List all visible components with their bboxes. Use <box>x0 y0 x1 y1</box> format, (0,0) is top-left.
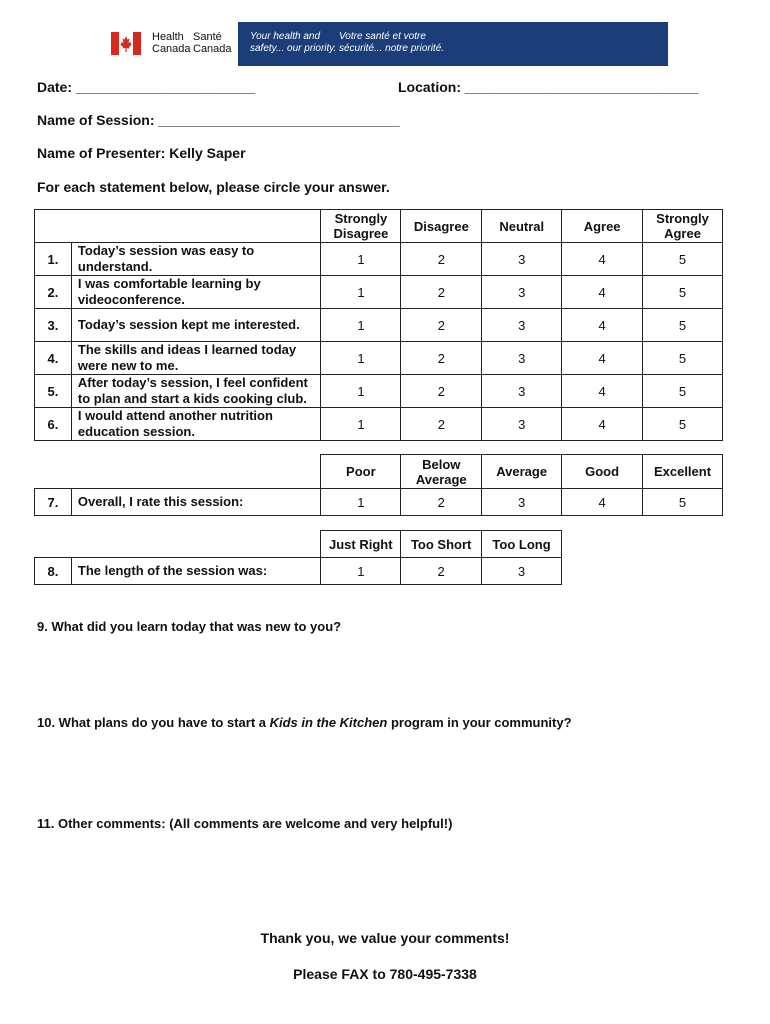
header-disagree: Disagree <box>401 210 482 243</box>
row-index: 3. <box>35 309 72 342</box>
row-index: 1. <box>35 243 72 276</box>
row-index: 4. <box>35 342 72 375</box>
statement-text: Today’s session was easy to understand. <box>71 243 321 276</box>
rating-option[interactable]: 1 <box>321 276 401 309</box>
rating-table-statements <box>34 209 723 441</box>
statement-text: The skills and ideas I learned today were new to me. <box>71 342 321 375</box>
rating-option[interactable]: 3 <box>482 276 562 309</box>
header-neutral: Neutral <box>482 210 562 243</box>
table-row <box>35 276 723 309</box>
rating-option[interactable]: 1 <box>321 408 401 441</box>
question-11: 11. Other comments: (All comments are welcome and very helpful!) <box>37 816 453 831</box>
rating-option[interactable]: 1 <box>321 342 401 375</box>
location-field[interactable]: Location: ______________________________ <box>398 79 699 95</box>
rating-option[interactable]: 5 <box>643 408 723 441</box>
rating-option[interactable]: 3 <box>482 309 562 342</box>
header-strongly-disagree: Strongly Disagree <box>321 210 401 243</box>
rating-option[interactable]: 5 <box>643 309 723 342</box>
question-10 <box>37 715 572 730</box>
rating-option[interactable]: 1 <box>321 309 401 342</box>
row-index: 8. <box>35 558 72 585</box>
table-row <box>35 342 723 375</box>
rating-option[interactable]: 3 <box>482 489 562 516</box>
rating-option[interactable]: 5 <box>643 276 723 309</box>
row-index: 7. <box>35 489 72 516</box>
rating-option[interactable]: 2 <box>401 558 482 585</box>
org-name-en: Health Canada <box>152 31 191 55</box>
rating-table-overall <box>34 454 723 516</box>
statement-text: After today’s session, I feel confident to plan and start a kids cooking club. <box>71 375 321 408</box>
table-row <box>35 309 723 342</box>
canada-flag-icon <box>111 32 141 55</box>
presenter-name: Name of Presenter: Kelly Saper <box>37 145 246 161</box>
rating-option[interactable]: 2 <box>401 309 482 342</box>
tagline-fr: Votre santé et votre sécurité... notre priorité. <box>339 31 445 54</box>
header-average: Average <box>482 455 562 489</box>
rating-option[interactable]: 4 <box>562 309 643 342</box>
header-poor: Poor <box>321 455 401 489</box>
rating-option[interactable]: 4 <box>562 342 643 375</box>
rating-option[interactable]: 3 <box>482 375 562 408</box>
table-row <box>35 558 562 585</box>
header-good: Good <box>562 455 643 489</box>
tagline-en: Your health and safety... our priority. <box>250 31 337 54</box>
question-10-suffix: program in your community? <box>387 715 572 730</box>
rating-option[interactable]: 2 <box>401 276 482 309</box>
fax-instruction: Please FAX to 780-495-7338 <box>293 966 477 982</box>
rating-option[interactable]: 5 <box>643 489 723 516</box>
rating-option[interactable]: 1 <box>321 558 401 585</box>
rating-option[interactable]: 4 <box>562 375 643 408</box>
rating-option[interactable]: 3 <box>482 342 562 375</box>
rating-option[interactable]: 4 <box>562 489 643 516</box>
table-header-row <box>35 531 562 558</box>
rating-option[interactable]: 4 <box>562 408 643 441</box>
question-10-prefix: 10. What plans do you have to start a <box>37 715 270 730</box>
header-too-short: Too Short <box>401 531 482 558</box>
rating-option[interactable]: 1 <box>321 375 401 408</box>
statement-text: I was comfortable learning by videoconference. <box>71 276 321 309</box>
rating-option[interactable]: 2 <box>401 489 482 516</box>
table-row <box>35 375 723 408</box>
header-blank-cell <box>35 210 321 243</box>
rating-option[interactable]: 2 <box>401 375 482 408</box>
statement-text: Overall, I rate this session: <box>71 489 321 516</box>
statement-text: Today’s session kept me interested. <box>71 309 321 342</box>
rating-option[interactable]: 5 <box>643 243 723 276</box>
table-row <box>35 243 723 276</box>
header-blank-cell <box>35 531 321 558</box>
rating-option[interactable]: 5 <box>643 375 723 408</box>
header-excellent: Excellent <box>643 455 723 489</box>
header-below-average: Below Average <box>401 455 482 489</box>
table-header-row <box>35 210 723 243</box>
session-name-field[interactable]: Name of Session: _______________________________ <box>37 112 400 128</box>
rating-option[interactable]: 2 <box>401 408 482 441</box>
table-header-row <box>35 455 723 489</box>
rating-option[interactable]: 1 <box>321 489 401 516</box>
rating-option[interactable]: 1 <box>321 243 401 276</box>
statement-text: I would attend another nutrition education session. <box>71 408 321 441</box>
rating-option[interactable]: 4 <box>562 243 643 276</box>
program-name: Kids in the Kitchen <box>269 715 388 730</box>
header-agree: Agree <box>562 210 643 243</box>
rating-option[interactable]: 3 <box>482 243 562 276</box>
row-index: 6. <box>35 408 72 441</box>
row-index: 5. <box>35 375 72 408</box>
question-9: 9. What did you learn today that was new to you? <box>37 619 342 634</box>
rating-option[interactable]: 3 <box>482 558 562 585</box>
rating-option[interactable]: 3 <box>482 408 562 441</box>
org-name-fr: Santé Canada <box>193 31 232 55</box>
row-index: 2. <box>35 276 72 309</box>
header-too-long: Too Long <box>482 531 562 558</box>
date-field[interactable]: Date: _______________________ <box>37 79 255 95</box>
header-strongly-agree: Strongly Agree <box>643 210 723 243</box>
instructions: For each statement below, please circle your answer. <box>37 179 390 195</box>
thank-you-message: Thank you, we value your comments! <box>260 930 510 946</box>
rating-option[interactable]: 4 <box>562 276 643 309</box>
rating-table-length <box>34 530 562 585</box>
table-row <box>35 408 723 441</box>
header-blank-cell <box>35 455 321 489</box>
rating-option[interactable]: 2 <box>401 342 482 375</box>
table-row <box>35 489 723 516</box>
rating-option[interactable]: 5 <box>643 342 723 375</box>
header-just-right: Just Right <box>321 531 401 558</box>
rating-option[interactable]: 2 <box>401 243 482 276</box>
statement-text: The length of the session was: <box>71 558 320 585</box>
